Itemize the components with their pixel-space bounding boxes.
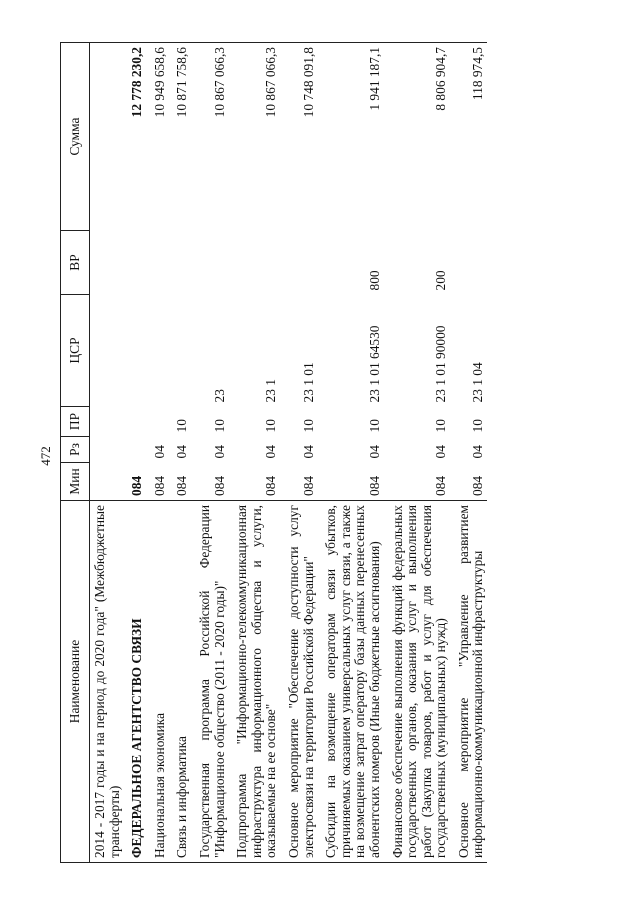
cell-sum: 10 748 091,8 bbox=[280, 43, 317, 231]
cell-csr bbox=[146, 295, 169, 407]
header-name: Наименование bbox=[61, 501, 90, 863]
cell-sum: 1 941 187,1 bbox=[317, 43, 383, 231]
cell-csr: 23 1 bbox=[263, 379, 279, 403]
table-row bbox=[168, 43, 191, 863]
cell-min: 084 bbox=[211, 475, 227, 496]
cell-vr bbox=[123, 231, 146, 295]
cell-rz: 04 bbox=[151, 445, 167, 459]
cell-sum: 10 867 066,3 bbox=[228, 43, 280, 231]
cell-rz: 04 bbox=[470, 445, 486, 459]
cell-sum: 12 778 230,2 bbox=[123, 43, 146, 231]
cell-sum: 118 974,5 bbox=[450, 43, 487, 231]
table-row bbox=[123, 43, 146, 863]
cell-csr: 23 1 04 bbox=[470, 362, 486, 403]
table-intro-row bbox=[90, 43, 124, 863]
cell-min: 084 bbox=[129, 475, 145, 496]
cell-vr: 800 bbox=[366, 270, 382, 291]
table-row bbox=[450, 43, 487, 863]
cell-csr: 23 bbox=[211, 389, 227, 403]
cell-min: 084 bbox=[263, 475, 279, 496]
cell-min: 084 bbox=[151, 475, 167, 496]
cell-pr: 10 bbox=[300, 419, 316, 433]
cell-name: Субсидии на возмещение операторам связи убытков, причиняемых оказанием универсальных услуг связи, а также на возмещение затрат оператору базы данных перенесенных абонентских номеров (Иные бюджетные ассигнования) bbox=[317, 501, 383, 863]
header-rz: Рз bbox=[61, 437, 90, 463]
cell-rz: 04 bbox=[211, 445, 227, 459]
cell-vr bbox=[168, 231, 191, 295]
cell-name: Государственная программа Российской Федерации "Информационное общество (2011 - 2020 годы)" bbox=[191, 501, 228, 863]
cell-csr bbox=[168, 295, 191, 407]
cell-rz: 04 bbox=[263, 445, 279, 459]
page-number: 472 bbox=[37, 446, 53, 466]
header-vr: ВР bbox=[61, 231, 90, 295]
cell-min: 084 bbox=[174, 475, 190, 496]
cell-pr: 10 bbox=[174, 419, 190, 433]
intro-text: 2014 - 2017 годы и на период до 2020 года" (Межбюджетные трансферты) bbox=[90, 501, 124, 863]
cell-csr: 23 1 01 bbox=[300, 362, 316, 403]
cell-sum: 8 806 904,7 bbox=[384, 43, 450, 231]
cell-csr bbox=[123, 295, 146, 407]
cell-vr bbox=[146, 231, 169, 295]
cell-csr: 23 1 01 90000 bbox=[433, 325, 449, 403]
cell-rz: 04 bbox=[300, 445, 316, 459]
cell-rz bbox=[123, 437, 146, 463]
cell-vr: 200 bbox=[433, 270, 449, 291]
table-row bbox=[191, 43, 228, 863]
cell-vr bbox=[191, 231, 228, 295]
table-row bbox=[146, 43, 169, 863]
cell-vr bbox=[450, 231, 487, 295]
cell-pr: 10 bbox=[366, 419, 382, 433]
cell-pr: 10 bbox=[211, 419, 227, 433]
cell-name: ФЕДЕРАЛЬНОЕ АГЕНТСТВО СВЯЗИ bbox=[123, 501, 146, 863]
cell-pr: 10 bbox=[470, 419, 486, 433]
cell-sum: 10 949 658,6 bbox=[146, 43, 169, 231]
cell-rz: 04 bbox=[366, 445, 382, 459]
cell-pr bbox=[146, 407, 169, 437]
cell-name: Национальная экономика bbox=[146, 501, 169, 863]
cell-name: Связь и информатика bbox=[168, 501, 191, 863]
cell-min: 084 bbox=[433, 475, 449, 496]
cell-pr bbox=[123, 407, 146, 437]
cell-rz: 04 bbox=[433, 445, 449, 459]
table-row bbox=[384, 43, 450, 863]
cell-rz: 04 bbox=[174, 445, 190, 459]
table-row bbox=[228, 43, 280, 863]
cell-sum: 10 871 758,6 bbox=[168, 43, 191, 231]
table-row bbox=[317, 43, 383, 863]
cell-vr bbox=[228, 231, 280, 295]
header-pr: ПР bbox=[61, 407, 90, 437]
cell-min: 084 bbox=[366, 475, 382, 496]
cell-csr: 23 1 01 64530 bbox=[366, 325, 382, 403]
table-row bbox=[280, 43, 317, 863]
cell-name: Подпрограмма "Информационно-телекоммуникационная инфраструктура информационного общества и услуги, оказываемые на ее основе" bbox=[228, 501, 280, 863]
cell-pr: 10 bbox=[263, 419, 279, 433]
cell-name: Основное мероприятие "Управление развитием информационно-коммуникационной инфраструктуры bbox=[450, 501, 487, 863]
budget-table bbox=[60, 42, 487, 863]
header-sum: Сумма bbox=[61, 43, 90, 231]
cell-name: Финансовое обеспечение выполнения функций федеральных государственных органов, оказания услуг и выполнения работ (Закупка товаров, работ и услуг для обеспечения государственных (муниципальных) нужд) bbox=[384, 501, 450, 863]
table-header-row bbox=[61, 43, 90, 863]
header-csr: ЦСР bbox=[61, 295, 90, 407]
cell-min: 084 bbox=[470, 475, 486, 496]
cell-sum: 10 867 066,3 bbox=[191, 43, 228, 231]
cell-min: 084 bbox=[300, 475, 316, 496]
header-min: Мин bbox=[61, 463, 90, 501]
budget-table-sheet bbox=[60, 43, 580, 863]
cell-vr bbox=[280, 231, 317, 295]
cell-name: Основное мероприятие "Обеспечение доступности услуг электросвязи на территории Российской Федерации" bbox=[280, 501, 317, 863]
cell-pr: 10 bbox=[433, 419, 449, 433]
